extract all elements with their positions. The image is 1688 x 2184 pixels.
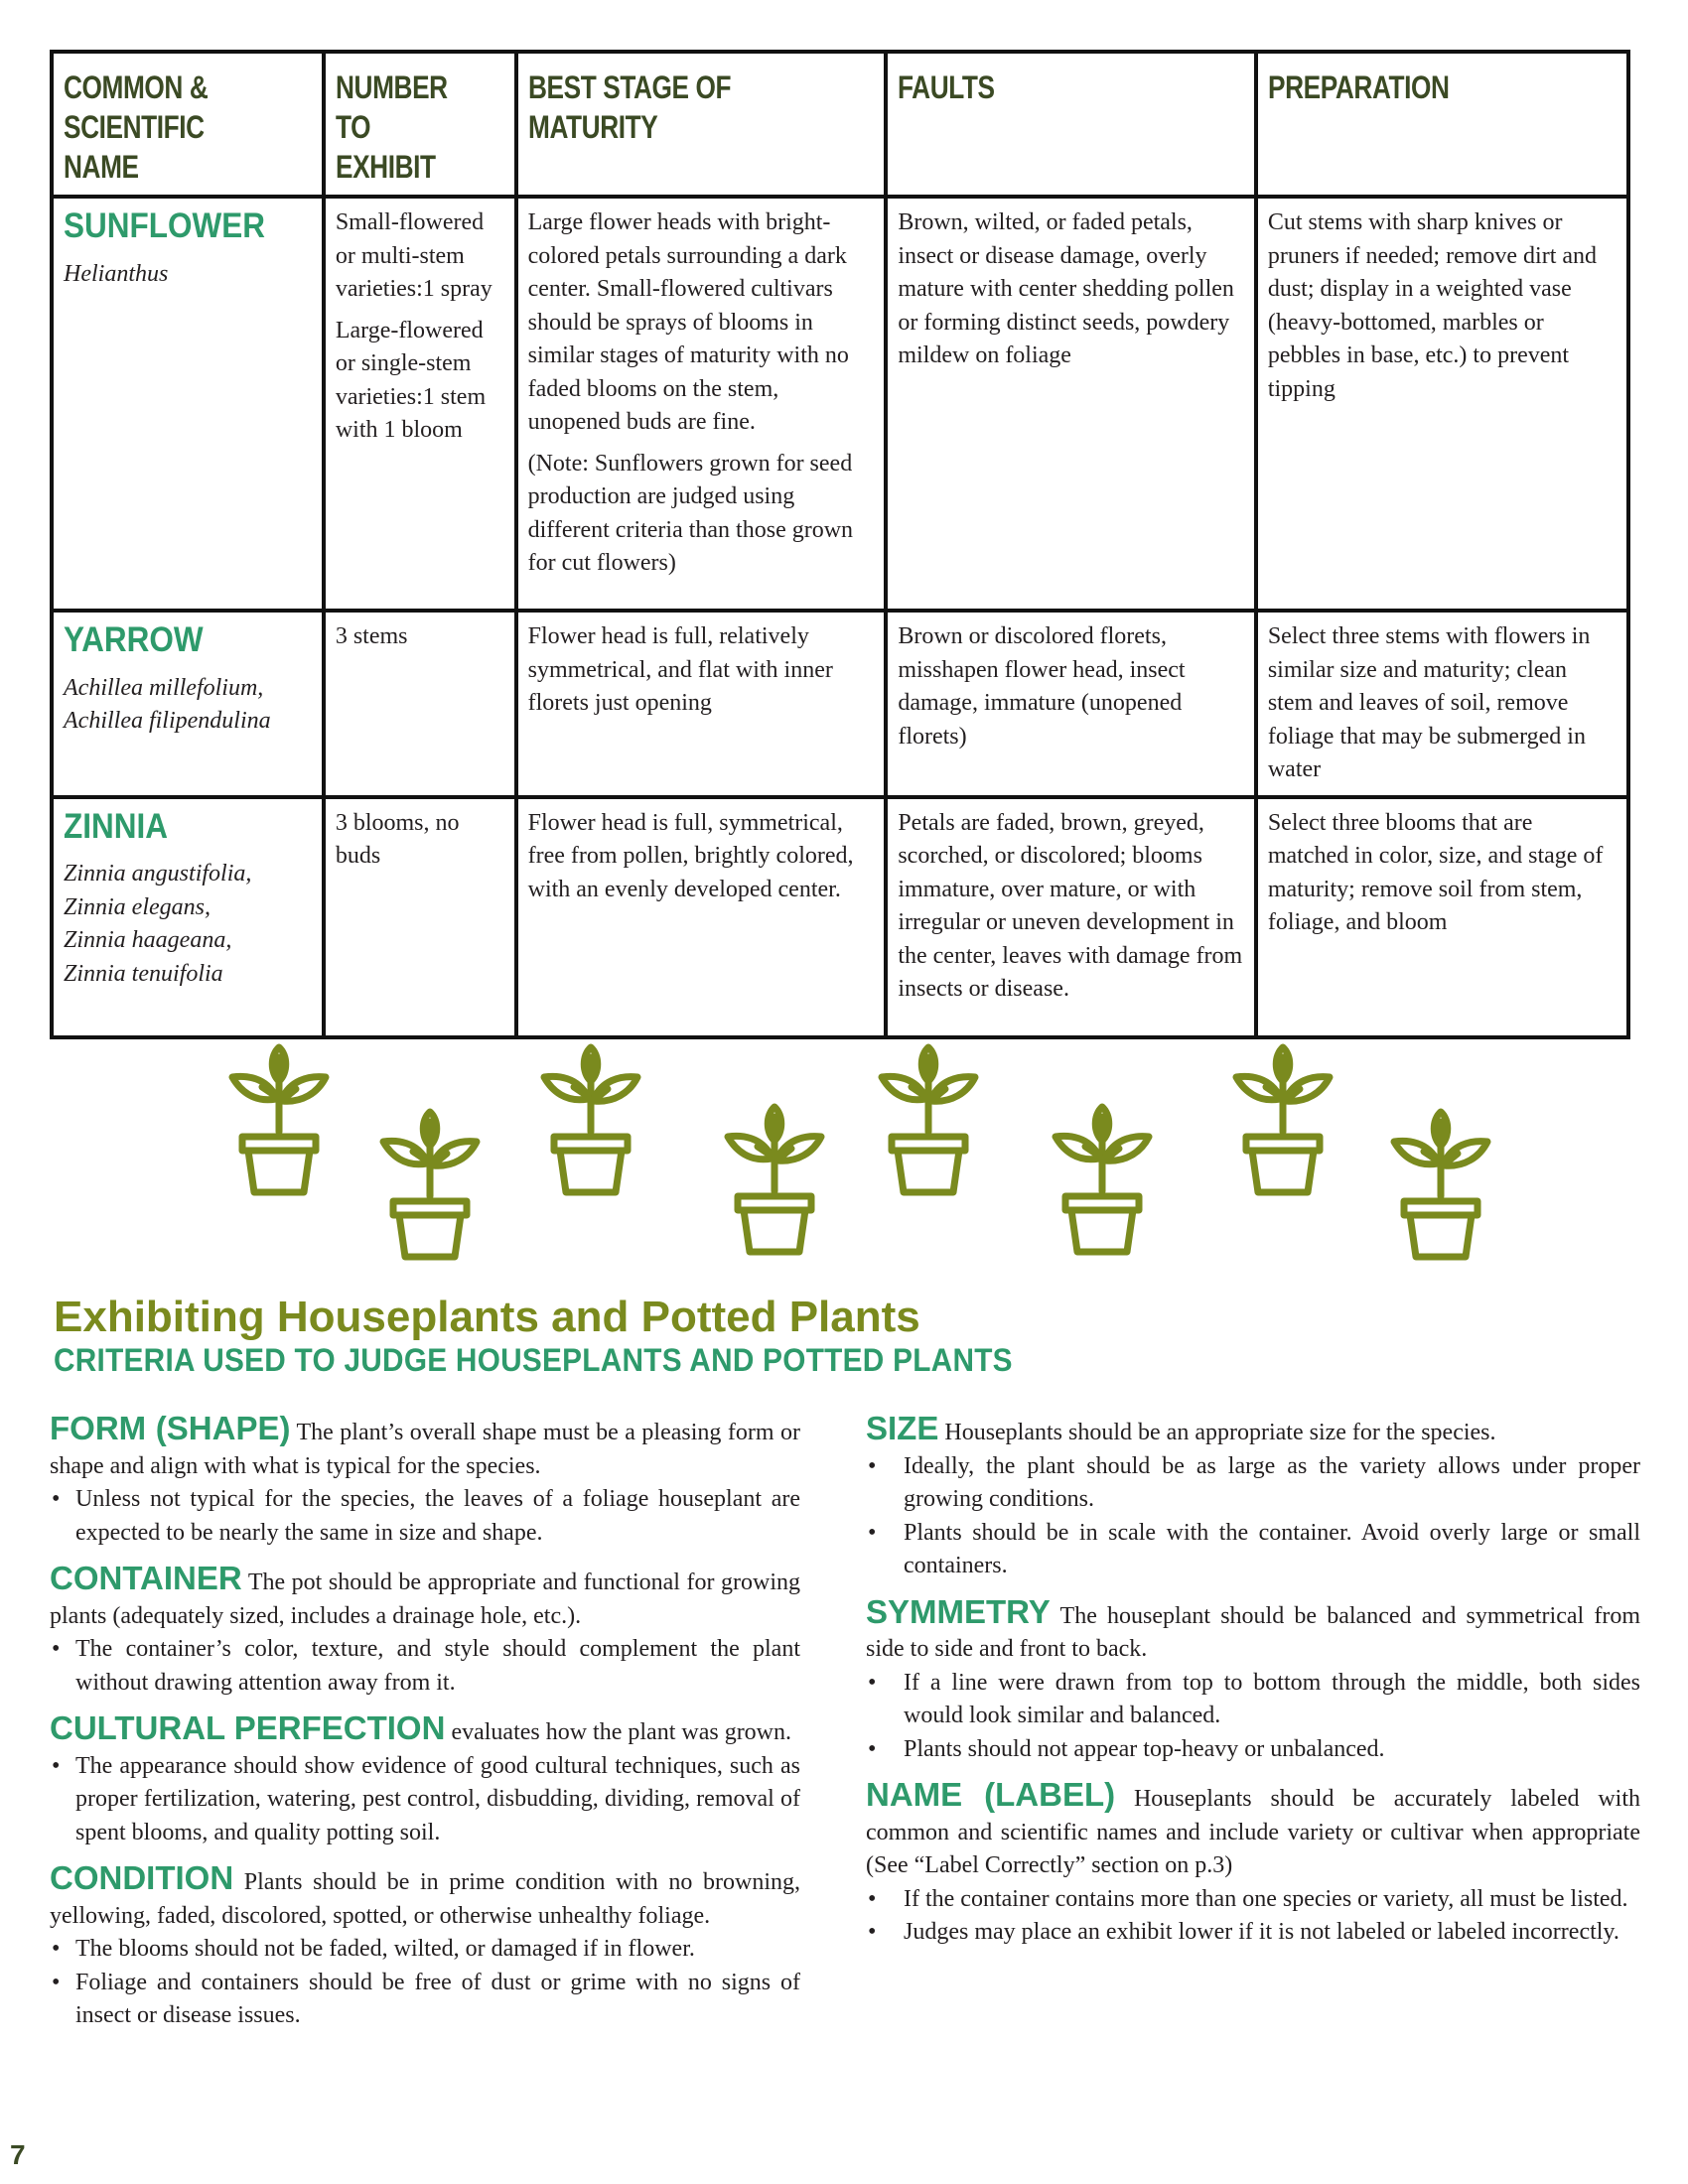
criterion-description: [50, 1412, 800, 1483]
potted-plant-icon: [536, 1037, 645, 1196]
column-header-label: BEST STAGE OF MATURITY: [527, 69, 731, 145]
criterion-description: [50, 1711, 800, 1750]
number-text: 3 blooms, no buds: [335, 809, 460, 869]
faults-text: Petals are faded, brown, greyed, scorched, or discolored; blooms immature, over mature, or with irregular or uneven development in the center, leaves with damage from insects or disease.: [898, 809, 1243, 1002]
criterion-cultural-perfection: [50, 1711, 800, 1849]
potted-plant-icon: [1386, 1102, 1495, 1261]
section-subtitle: CRITERIA USED TO JUDGE HOUSEPLANTS AND POTTED PLANTS: [54, 1342, 1013, 1378]
criterion-description: [866, 1592, 1640, 1667]
faults-cell: [886, 797, 1256, 1037]
column-header-label: NUMBER TO EXHIBIT: [335, 69, 448, 185]
number-cell: [324, 611, 516, 797]
scientific-name-line: Zinnia haageana,: [64, 927, 232, 953]
maturity-text: Flower head is full, symmetrical, free from pollen, brightly colored, with an evenly developed center.: [527, 809, 854, 902]
bullet-item: • Judges may place an exhibit lower if it is not labeled or labeled incorrectly.: [866, 1916, 1640, 1950]
criterion-heading: SIZE: [866, 1410, 939, 1446]
bullet-item: • Plants should not appear top-heavy or unbalanced.: [866, 1733, 1640, 1767]
preparation-text: Select three stems with flowers in similar size and maturity; clean stem and leaves of soil, remove foliage that may be submerged in water: [1267, 623, 1591, 782]
criterion-container: [50, 1562, 800, 1700]
scientific-name: [64, 672, 312, 739]
criterion-bullets: [50, 1633, 800, 1700]
scientific-name-line: Zinnia elegans,: [64, 893, 211, 920]
faults-text: Brown or discolored florets, misshapen flower head, insect damage, immature (unopened florets): [898, 623, 1186, 750]
potted-plant-icon: [1048, 1097, 1157, 1256]
criterion-description: [50, 1861, 800, 1933]
scientific-name: [64, 258, 312, 292]
criterion-size: [866, 1412, 1640, 1583]
criterion-heading: NAME (LABEL): [866, 1776, 1116, 1813]
criterion-form-shape: [50, 1412, 800, 1550]
criterion-description: [50, 1562, 800, 1633]
criterion-description: [866, 1778, 1640, 1883]
criterion-text: The pot should be appropriate and functional for growing plants (adequately sized, includes a drainage hole, etc.).: [50, 1570, 800, 1629]
name-cell: [52, 611, 324, 797]
column-header-label: PREPARATION: [1267, 69, 1450, 105]
criterion-text: Plants should be in prime condition with no browning, yellowing, faded, discolored, spotted, or otherwise unhealthy foliage.: [50, 1869, 800, 1929]
bullet-item: • The appearance should show evidence of good cultural techniques, such as proper fertilization, watering, pest control, disbudding, dividing, removal of spent blooms, and quality potting soil.: [50, 1750, 800, 1850]
criterion-heading: CONTAINER: [50, 1560, 242, 1596]
criterion-heading: CULTURAL PERFECTION: [50, 1709, 446, 1746]
flower-criteria-table: [50, 50, 1630, 1039]
maturity-text: Flower head is full, relatively symmetrical, and flat with inner florets just opening: [527, 623, 833, 716]
bullet-item: • The blooms should not be faded, wilted, or damaged if in flower.: [50, 1933, 800, 1967]
criterion-bullets: [50, 1483, 800, 1550]
potted-plant-icon: [224, 1037, 334, 1196]
maturity-cell: [516, 197, 887, 611]
name-cell: [52, 197, 324, 611]
criterion-symmetry: [866, 1592, 1640, 1767]
preparation-cell: [1256, 797, 1628, 1037]
bullet-item: • Unless not typical for the species, the leaves of a foliage houseplant are expected to be nearly the same in size and shape.: [50, 1483, 800, 1550]
preparation-text: Cut stems with sharp knives or pruners if needed; remove dirt and dust; display in a weighted vase (heavy-bottomed, marbles or pebbles in base, etc.) to prevent tipping: [1267, 209, 1598, 402]
common-name: YARROW: [64, 620, 204, 659]
scientific-name-line: Achillea filipendulina: [64, 708, 271, 734]
table-row: [52, 611, 1628, 797]
column-header: [886, 52, 1256, 197]
column-header-label: FAULTS: [898, 69, 995, 105]
scientific-name-line: Zinnia angustifolia,: [64, 861, 252, 887]
bullet-item: • Plants should be in scale with the container. Avoid overly large or small containers.: [866, 1517, 1640, 1583]
criterion-description: [866, 1412, 1640, 1450]
criterion-name-label: [866, 1778, 1640, 1950]
number-cell: [324, 197, 516, 611]
table-row: [52, 797, 1628, 1037]
bullet-item: • The container’s color, texture, and style should complement the plant without drawing attention away from it.: [50, 1633, 800, 1700]
criterion-heading: SYMMETRY: [866, 1592, 1051, 1630]
maturity-cell: [516, 611, 887, 797]
potted-plant-icon: [720, 1097, 829, 1256]
criterion-text: evaluates how the plant was grown.: [445, 1719, 792, 1745]
criterion-text: Houseplants should be an appropriate size for the species.: [938, 1420, 1496, 1445]
bullet-item: • If the container contains more than one species or variety, all must be listed.: [866, 1883, 1640, 1917]
faults-text: Brown, wilted, or faded petals, insect or disease damage, overly mature with center shedding pollen or forming distinct seeds, powdery mildew on foliage: [898, 209, 1234, 368]
criterion-bullets: [50, 1933, 800, 2033]
potted-plant-icon: [1228, 1037, 1337, 1196]
preparation-text: Select three blooms that are matched in color, size, and stage of maturity; remove soil from stem, foliage, and bloom: [1267, 809, 1604, 935]
faults-cell: [886, 611, 1256, 797]
criterion-text: The plant’s overall shape must be a pleasing form or shape and align with what is typical for the species.: [50, 1420, 800, 1479]
preparation-cell: [1256, 197, 1628, 611]
maturity-text: (Note: Sunflowers grown for seed production are judged using different criteria than those grown for cut flowers): [527, 450, 854, 576]
criterion-heading: CONDITION: [50, 1859, 234, 1896]
section-title: Exhibiting Houseplants and Potted Plants: [54, 1293, 920, 1341]
criteria-left-column: [50, 1412, 800, 2045]
number-cell: [324, 797, 516, 1037]
potted-plant-icon: [375, 1102, 485, 1261]
column-header: [516, 52, 887, 197]
criterion-bullets: [866, 1667, 1640, 1767]
criterion-text: The houseplant should be balanced and symmetrical from side to side and front to back.: [866, 1602, 1640, 1662]
bullet-item: • Foliage and containers should be free of dust or grime with no signs of insect or disease issues.: [50, 1967, 800, 2033]
number-text: Small-flowered or multi-stem varieties:1 spray: [335, 209, 492, 302]
bullet-item: • Ideally, the plant should be as large as the variety allows under proper growing conditions.: [866, 1450, 1640, 1517]
scientific-name-line: Achillea millefolium,: [64, 674, 264, 701]
criterion-condition: [50, 1861, 800, 2033]
faults-cell: [886, 197, 1256, 611]
criterion-bullets: [866, 1450, 1640, 1583]
maturity-cell: [516, 797, 887, 1037]
potted-plant-icon: [874, 1037, 983, 1196]
table-row: [52, 197, 1628, 611]
criterion-bullets: [866, 1883, 1640, 1950]
name-cell: [52, 797, 324, 1037]
scientific-name-line: Helianthus: [64, 260, 169, 287]
criterion-heading: FORM (SHAPE): [50, 1410, 291, 1446]
common-name: SUNFLOWER: [64, 206, 265, 245]
number-text: Large-flowered or single-stem varieties:1 stem with 1 bloom: [335, 317, 487, 443]
page-number: 7: [10, 2139, 26, 2170]
maturity-text: Large flower heads with bright-colored petals surrounding a dark center. Small-flowered cultivars should be sprays of blooms in similar stages of maturity with no faded blooms on the stem, unopened buds are fine.: [527, 209, 849, 435]
potted-plant-decoration: [0, 1023, 1688, 1261]
column-header-label: COMMON & SCIENTIFIC NAME: [64, 69, 209, 185]
criteria-right-column: [866, 1412, 1640, 1962]
column-header: [52, 52, 324, 197]
criterion-bullets: [50, 1750, 800, 1850]
bullet-item: • If a line were drawn from top to bottom through the middle, both sides would look similar and balanced.: [866, 1667, 1640, 1733]
column-header: [1256, 52, 1628, 197]
number-text: 3 stems: [335, 623, 408, 649]
scientific-name-line: Zinnia tenuifolia: [64, 960, 223, 987]
preparation-cell: [1256, 611, 1628, 797]
column-header: [324, 52, 516, 197]
criterion-text: Houseplants should be accurately labeled with common and scientific names and include variety or cultivar when appropriate (See “Label Correctly” section on p.3): [866, 1786, 1640, 1878]
common-name: ZINNIA: [64, 806, 168, 846]
scientific-name: [64, 858, 312, 991]
